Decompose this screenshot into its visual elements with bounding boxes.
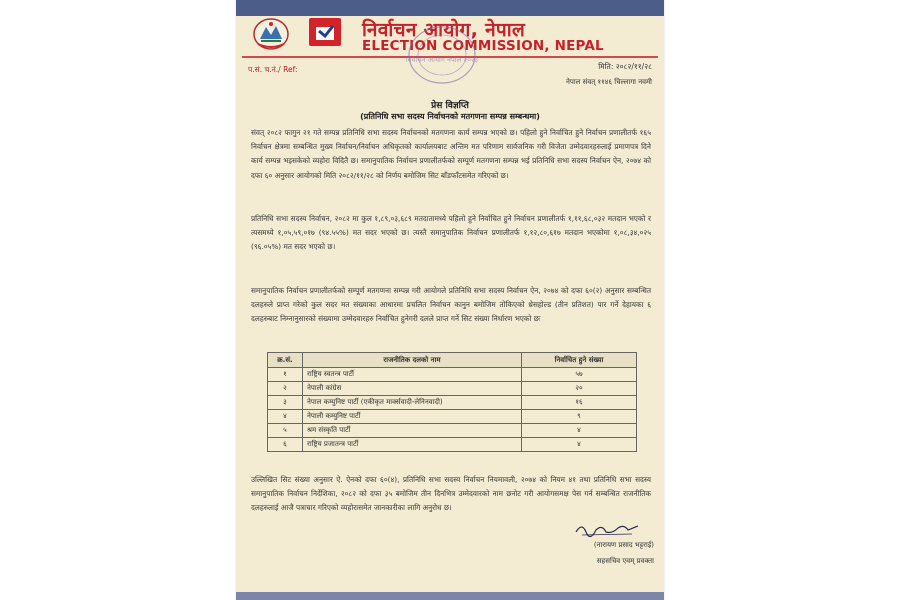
column-header-party: राजनीतिक दलको नाम [303, 353, 522, 368]
document-subtitle: (प्रतिनिधि सभा सदस्य निर्वाचनको मतगणना सम्पन्न सम्बन्धमा) [360, 112, 540, 121]
table-row [268, 410, 637, 424]
paragraph-1: संवत् २०८२ फागुन २१ गते सम्पन्न प्रतिनिधि सभा सदस्य निर्वाचनको मतगणना कार्य सम्पन्न भएको छ। पहिलो हुने निर्वाचित हुने निर्वाचन प्रणालीतर्फ १६५ निर्वाचन क्षेत्रमा सम्बन्धित मुख्य निर्वाचन/निर्वाचन अधिकृतको कार्यालयबाट अन्तिम मत परिणाम सार्वजनिक गरी विजेता उम्मेदवारहरुलाई प्रमाणपत्र दिने कार्य सम्पन्न भइसकेको व्यहोरा विदितै छ। समानुपातिक निर्वाचन प्रणालीतर्फको सम्पूर्ण मतगणना सम्पन्न भई प्रतिनिधि सभा सदस्य निर्वाचन ऐन, २०७४ को दफा ६० अनुसार आयोगको मिति २०८२/११/२८ को निर्णय बमोजिम सिट बाँडफाँटसमेत गरिएको छ। [251, 128, 651, 180]
row-seat-count: ४ [522, 438, 637, 452]
row-serial: ४ [268, 410, 303, 424]
table-row [268, 396, 637, 410]
row-seat-count: ५७ [522, 368, 637, 382]
row-party-name: नेपाली कम्युनिष्ट पार्टी [303, 410, 522, 424]
paragraph-2: प्रतिनिधि सभा सदस्य निर्वाचन, २०८२ मा कुल १,८९,०३,६८९ मतदातामध्ये पहिलो हुने निर्वाचित हुने निर्वाचन प्रणालीतर्फ १,११,६८,०३२ मतदान भएको र त्यसमध्ये १,०५,५९,०१७ (९४.५५%) मत सदर भएको छ। त्यस्तै समानुपातिक निर्वाचन प्रणालीतर्फ १,१२,८०,६१७ मतदान भएकोमा १,०८,३४,०२५ (९६.०५%) मत सदर भएको छ। [251, 214, 651, 252]
row-serial: ६ [268, 438, 303, 452]
header-title-nepali: निर्वाचन आयोग, नेपाल [362, 19, 526, 41]
official-stamp [406, 24, 478, 86]
column-header-seats: निर्वाचित हुने संख्या [522, 353, 637, 368]
row-seat-count: ४ [522, 424, 637, 438]
row-party-name: श्रम संस्कृति पार्टी [303, 424, 522, 438]
row-serial: ५ [268, 424, 303, 438]
row-party-name: नेपाल कम्युनिष्ट पार्टी (एकीकृत मार्क्सवादी-लेनिनवादी) [303, 396, 522, 410]
signatory-title: सहसचिव एवम् प्रवक्ता [596, 557, 654, 565]
row-party-name: नेपाली कांग्रेस [303, 382, 522, 396]
column-header-serial: क्र.सं. [268, 353, 303, 368]
row-seat-count: २० [522, 382, 637, 396]
seat-allocation-table [267, 352, 637, 452]
row-seat-count: ९ [522, 410, 637, 424]
reference-label: प.सं. च.नं./ Ref: [248, 65, 298, 74]
table-row [268, 368, 637, 382]
signatory-name: (नारायण प्रसाद भट्टराई) [593, 541, 654, 549]
table-header-row [268, 353, 637, 368]
table-row [268, 438, 637, 452]
ec-logo-icon [309, 18, 341, 46]
date-line: मिति: २०८२/११/२८ [598, 62, 652, 71]
paragraph-3: समानुपातिक निर्वाचन प्रणालीतर्फको सम्पूर्ण मतगणना सम्पन्न गरी आयोगले प्रतिनिधि सभा सदस्य निर्वाचन ऐन, २०७४ को दफा ६०(२) अनुसार सम्बन्धित दलहरुले प्राप्त गरेको कुल सदर मत संख्याका आधारमा प्रचलित निर्वाचन कानुन बमोजिम तोकिएको थ्रेसहोल्ड (तीन प्रतिशत) पार गर्ने देहायका ६ दलहरुबाट निम्नानुसारको संख्यामा उम्मेदवारहरु निर्वाचित हुनेगरी दलले प्राप्त गर्ने सिट संख्या निर्धारण भएको छः [251, 286, 651, 324]
row-serial: १ [268, 368, 303, 382]
top-color-band [236, 0, 664, 16]
bottom-color-band [236, 592, 664, 600]
paragraph-4: उल्लिखित सिट संख्या अनुसार ऐ. ऐनको दफा ६०(४), प्रतिनिधि सभा सदस्य निर्वाचन नियमावली, २०७४ को नियम ४१ तथा प्रतिनिधि सभा सदस्य समानुपातिक निर्वाचन निर्देशिका, २०८२ को दफा ३५ बमोजिम तीन दिनभित्र उम्मेदवारको नाम छनोट गरी आयोगसमक्ष पेस गर्न सम्बन्धित राजनीतिक दलहरुलाई आजै पत्राचार गरिएको व्यहोरासमेत जानकारीका लागि अनुरोध छ। [251, 475, 651, 513]
document-page [236, 0, 664, 600]
table-row [268, 424, 637, 438]
row-party-name: राष्ट्रिय स्वतन्त्र पार्टी [303, 368, 522, 382]
document-title: प्रेस विज्ञप्ति [431, 101, 469, 111]
row-seat-count: १६ [522, 396, 637, 410]
row-serial: २ [268, 382, 303, 396]
row-party-name: राष्ट्रिय प्रजातन्त्र पार्टी [303, 438, 522, 452]
handwritten-signature [572, 520, 642, 538]
row-serial: ३ [268, 396, 303, 410]
header-title-english: ELECTION COMMISSION, NEPAL [362, 38, 604, 54]
nepal-samvat-date: नेपाल संवत् ११४६ चिल्लागा नवमी [566, 78, 652, 86]
nepal-emblem-icon [252, 17, 290, 51]
table-row [268, 382, 637, 396]
stamp-text: निर्वाचन आयोग नेपाल २०२३ [406, 56, 478, 64]
